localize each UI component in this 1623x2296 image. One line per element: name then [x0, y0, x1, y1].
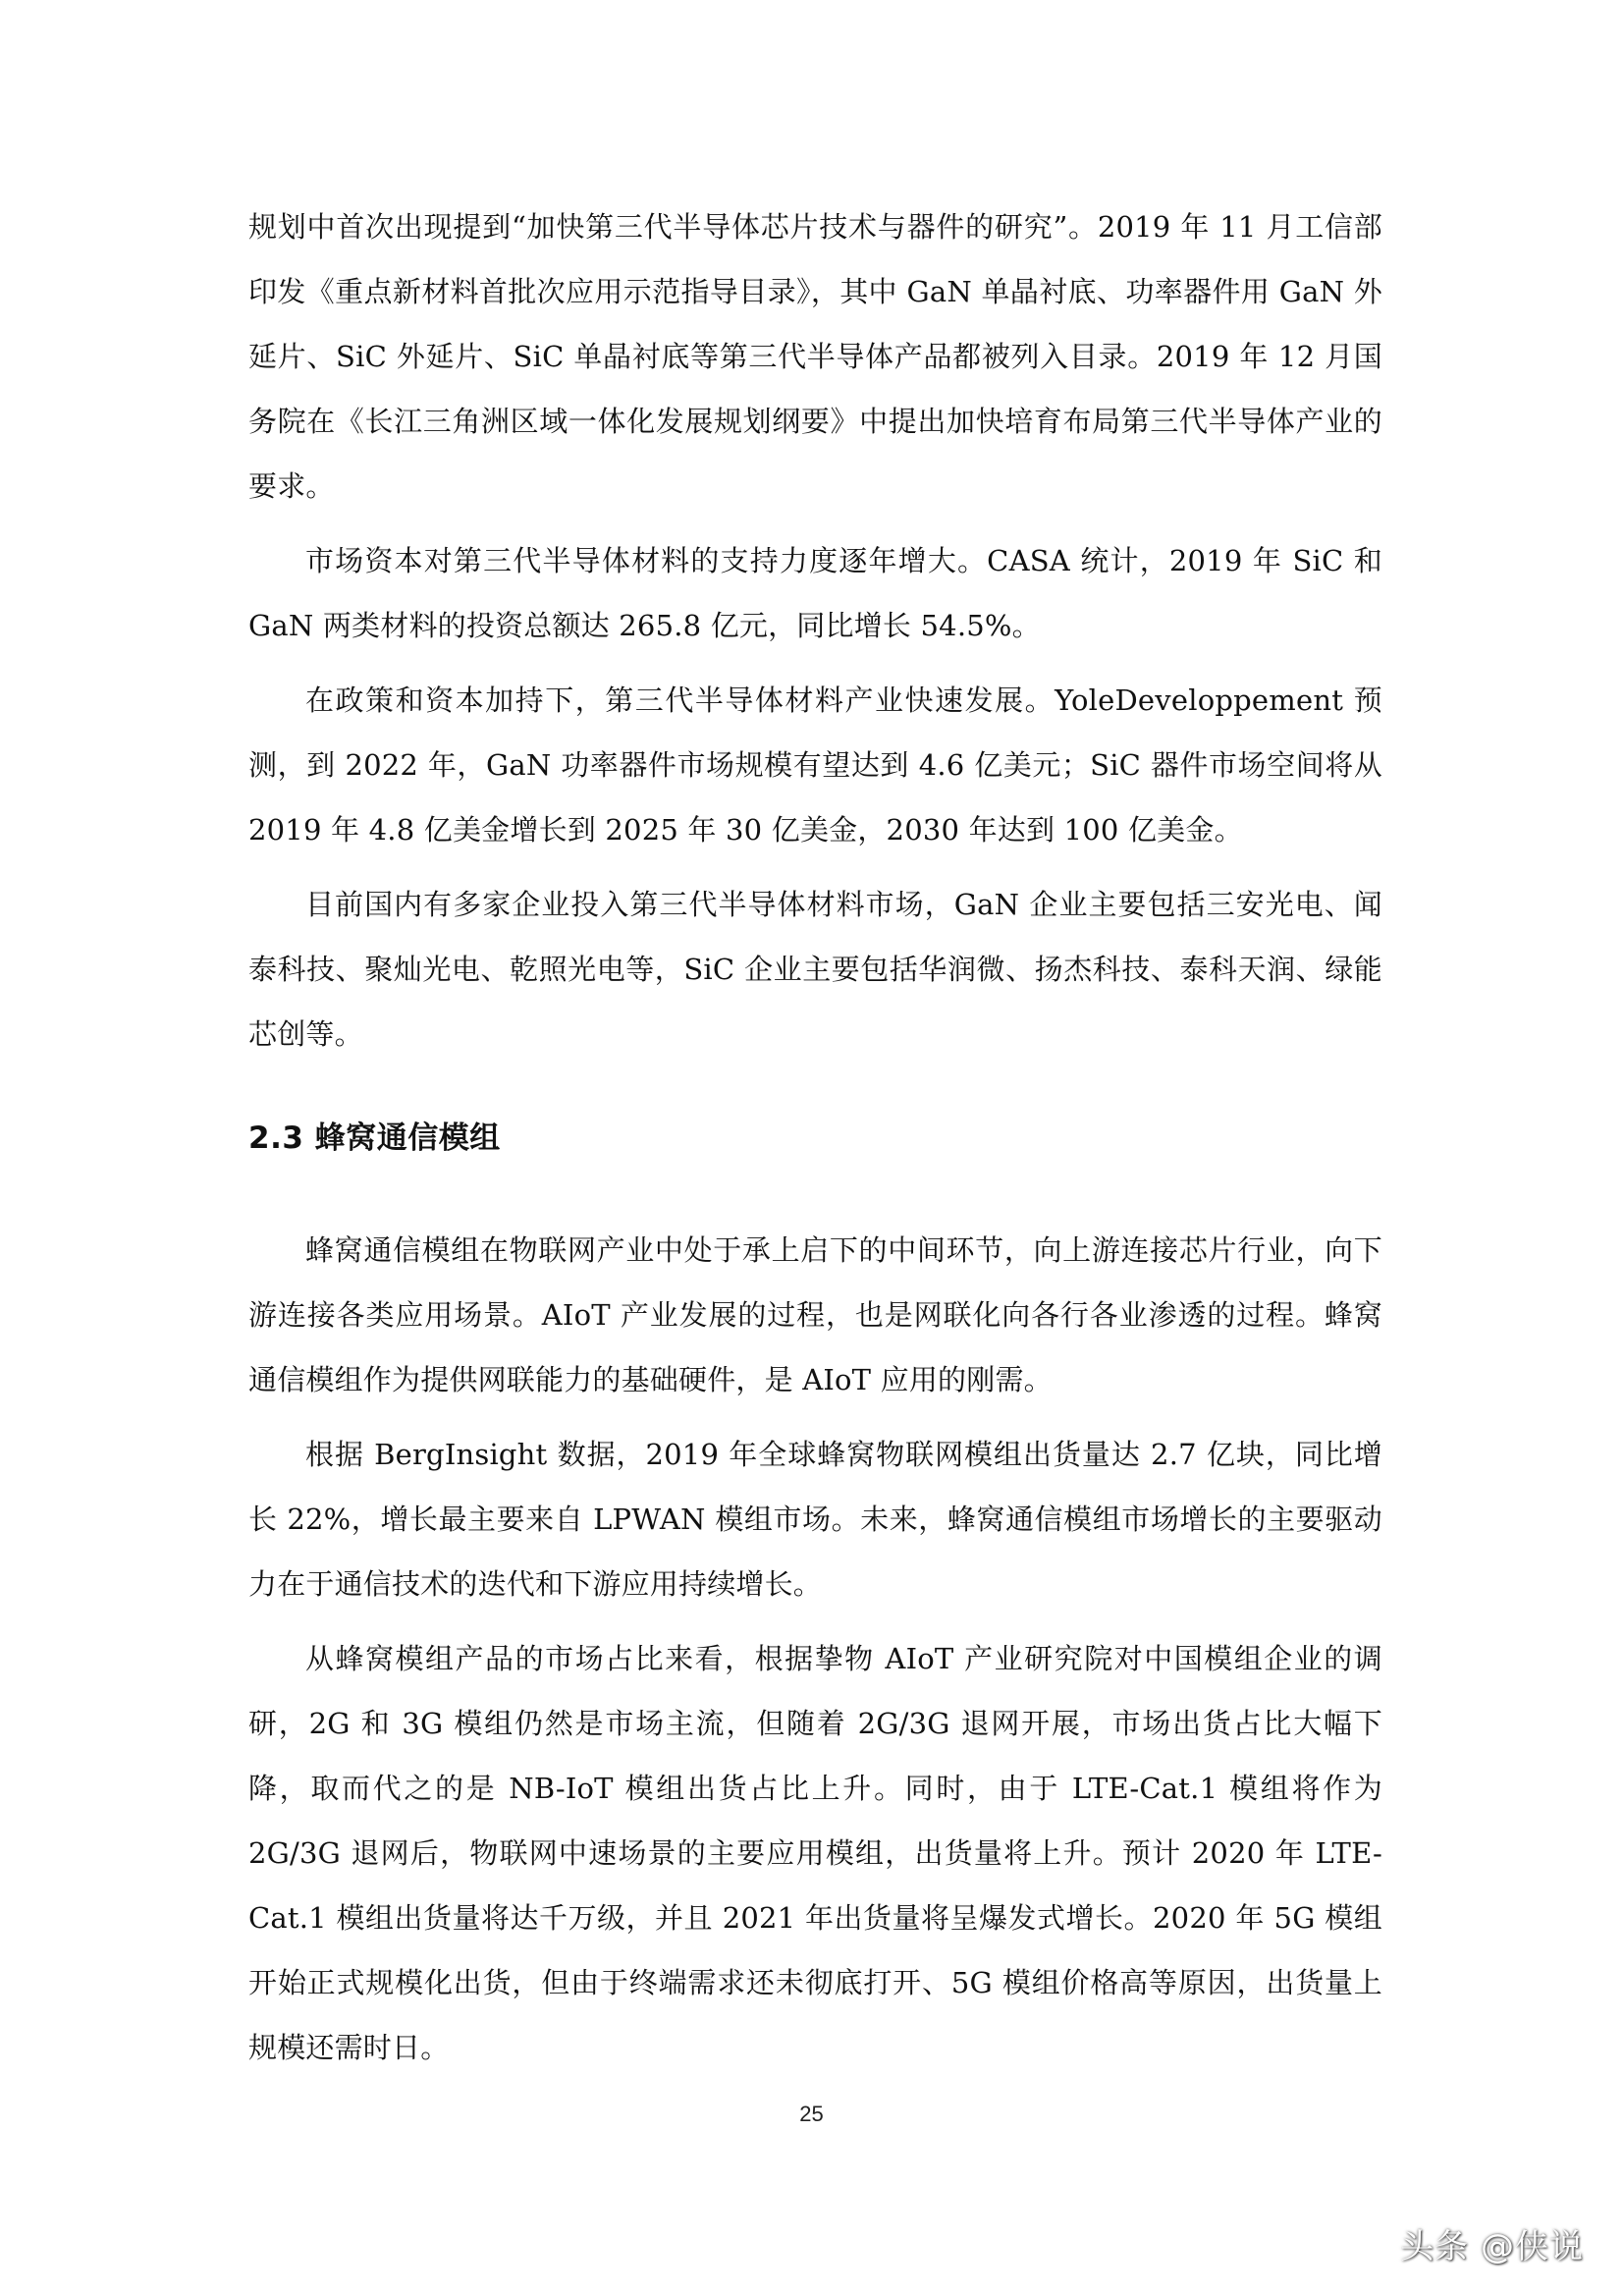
section-heading: 2.3 蜂窝通信模组 [248, 1121, 501, 1156]
paragraph-forecast: 在政策和资本加持下，第三代半导体材料产业快速发展。YoleDeveloppement 预测，到 2022 年，GaN 功率器件市场规模有望达到 4.6 亿美元；SiC 器件市场空间将从 2019 年 4.8 亿美金增长到 2025 年 30 亿美金，2030 年达到 100 亿美金。 [248, 683, 1382, 847]
paragraph-berginsight: 根据 BergInsight 数据，2019 年全球蜂窝物联网模组出货量达 2.7 亿块，同比增长 22%，增长最主要来自 LPWAN 模组市场。未来，蜂窝通信模组市场增长的主要驱动力在于通信技术的迭代和下游应用持续增长。 [248, 1438, 1382, 1601]
page-number: 25 [799, 2102, 824, 2126]
paragraph-companies: 目前国内有多家企业投入第三代半导体材料市场，GaN 企业主要包括三安光电、闻泰科技、聚灿光电、乾照光电等，SiC 企业主要包括华润微、扬杰科技、泰科天润、绿能芯创等。 [248, 888, 1382, 1051]
paragraph-capital: 市场资本对第三代半导体材料的支持力度逐年增大。CASA 统计，2019 年 SiC 和 GaN 两类材料的投资总额达 265.8 亿元，同比增长 54.5%。 [248, 544, 1382, 642]
paragraph-policy: 规划中首次出现提到“加快第三代半导体芯片技术与器件的研究”。2019 年 11 月工信部印发《重点新材料首批次应用示范指导目录》，其中 GaN 单晶衬底、功率器件用 GaN 外延片、SiC 外延片、SiC 单晶衬底等第三代半导体产品都被列入目录。2019 年 12 月国务院在《长江三角洲区域一体化发展规划纲要》中提出加快培育布局第三代半导体产业的要求。 [248, 210, 1382, 503]
page-content [248, 194, 1382, 2090]
watermark: 头条 @侠说 [1400, 2227, 1584, 2267]
paragraph-market-share: 从蜂窝模组产品的市场占比来看，根据挚物 AIoT 产业研究院对中国模组企业的调研，2G 和 3G 模组仍然是市场主流，但随着 2G/3G 退网开展，市场出货占比大幅下降，取而代之的是 NB-IoT 模组出货占比上升。同时，由于 LTE-Cat.1 模组将作为 2G/3G 退网后，物联网中速场景的主要应用模组，出货量将上升。预计 2020 年 LTE-Cat.1 模组出货量将达千万级，并且 2021 年出货量将呈爆发式增长。2020 年 5G 模组开始正式规模化出货，但由于终端需求还未彻底打开、5G 模组价格高等原因，出货量上规模还需时日。 [248, 1642, 1382, 2064]
paragraph-module-role: 蜂窝通信模组在物联网产业中处于承上启下的中间环节，向上游连接芯片行业，向下游连接各类应用场景。AIoT 产业发展的过程，也是网联化向各行各业渗透的过程。蜂窝通信模组作为提供网联能力的基础硬件，是 AIoT 应用的刚需。 [248, 1233, 1382, 1396]
